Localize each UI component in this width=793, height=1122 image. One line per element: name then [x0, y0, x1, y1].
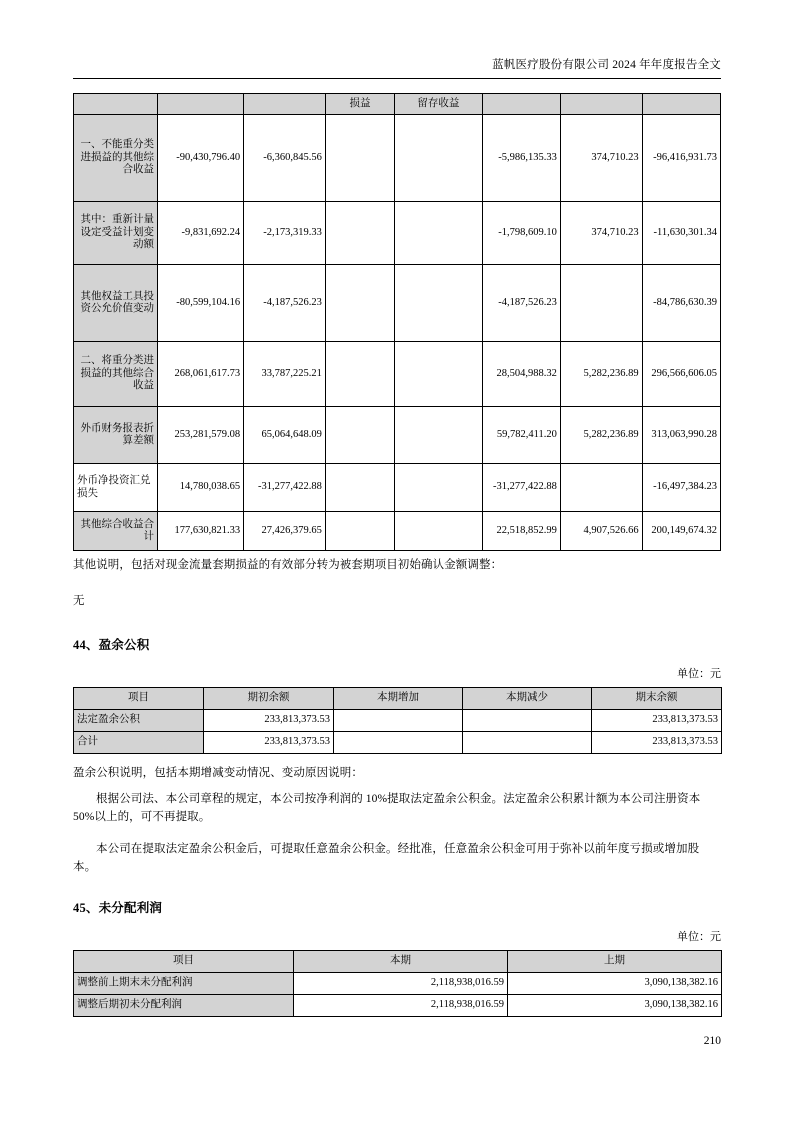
empty-cell [334, 732, 463, 754]
value-cell: 253,281,579.08 [157, 407, 243, 464]
retained-earnings-table [73, 950, 722, 1017]
section-44-unit-label: 单位：元 [677, 668, 721, 680]
value-cell: -96,416,931.73 [642, 115, 720, 202]
oci-table-container [73, 93, 721, 551]
value-cell: 233,813,373.53 [592, 732, 722, 754]
column-header-5 [482, 94, 560, 115]
table-row [74, 995, 722, 1017]
value-cell: 3,090,138,382.16 [508, 995, 722, 1017]
table-row [74, 732, 722, 754]
column-header-1: 期初余额 [204, 688, 334, 710]
table-row [74, 710, 722, 732]
value-cell: 2,118,938,016.59 [294, 973, 508, 995]
value-cell: 374,710.23 [560, 115, 642, 202]
value-cell: 59,782,411.20 [482, 407, 560, 464]
value-cell: 200,149,674.32 [642, 512, 720, 551]
value-cell: 27,426,379.65 [244, 512, 326, 551]
column-header-2: 上期 [508, 951, 722, 973]
value-cell: 4,907,526.66 [560, 512, 642, 551]
value-cell: 3,090,138,382.16 [508, 973, 722, 995]
other-explanation-value: 无 [73, 595, 85, 607]
table-row [74, 464, 721, 512]
value-cell: 268,061,617.73 [157, 342, 243, 407]
table-header-row [74, 94, 721, 115]
row-label: 法定盈余公积 [74, 710, 204, 732]
value-cell: 374,710.23 [560, 202, 642, 265]
empty-cell [560, 265, 642, 342]
column-header-6 [560, 94, 642, 115]
value-cell: -4,187,526.23 [244, 265, 326, 342]
value-cell: 233,813,373.53 [592, 710, 722, 732]
column-header-2 [244, 94, 326, 115]
empty-cell [325, 407, 394, 464]
empty-cell [560, 464, 642, 512]
surplus-reserve-table-container [73, 687, 721, 754]
empty-cell [395, 342, 482, 407]
column-header-3: 损益 [325, 94, 394, 115]
retained-earnings-table-container [73, 950, 721, 1017]
header-divider [73, 78, 721, 79]
oci-table [73, 93, 721, 551]
value-cell: -5,986,135.33 [482, 115, 560, 202]
empty-cell [395, 115, 482, 202]
empty-cell [395, 265, 482, 342]
page-number: 210 [703, 1035, 721, 1047]
empty-cell [325, 342, 394, 407]
value-cell: 313,063,990.28 [642, 407, 720, 464]
value-cell: 296,566,606.05 [642, 342, 720, 407]
empty-cell [395, 407, 482, 464]
row-label: 外币财务报表折算差额 [74, 407, 158, 464]
value-cell: 33,787,225.21 [244, 342, 326, 407]
empty-cell [325, 115, 394, 202]
value-cell: -4,187,526.23 [482, 265, 560, 342]
section-45-unit-label: 单位：元 [677, 931, 721, 943]
value-cell: -1,798,609.10 [482, 202, 560, 265]
value-cell: 2,118,938,016.59 [294, 995, 508, 1017]
empty-cell [395, 202, 482, 265]
empty-cell [325, 512, 394, 551]
value-cell: 14,780,038.65 [157, 464, 243, 512]
value-cell: -11,630,301.34 [642, 202, 720, 265]
value-cell: 65,064,648.09 [244, 407, 326, 464]
value-cell: 233,813,373.53 [204, 732, 334, 754]
column-header-0: 项目 [74, 951, 294, 973]
section-44-title: 44、盈余公积 [73, 638, 150, 652]
value-cell: 5,282,236.89 [560, 407, 642, 464]
column-header-2: 本期增加 [334, 688, 463, 710]
value-cell: -80,599,104.16 [157, 265, 243, 342]
column-header-0: 项目 [74, 688, 204, 710]
surplus-paragraph-2: 本公司在提取法定盈余公积金后，可提取任意盈余公积金。经批准，任意盈余公积金可用于弥补以前年度亏损或增加股本。 [73, 843, 700, 873]
column-header-1 [157, 94, 243, 115]
surplus-note-heading: 盈余公积说明，包括本期增减变动情况、变动原因说明： [73, 767, 363, 779]
empty-cell [395, 464, 482, 512]
value-cell: 5,282,236.89 [560, 342, 642, 407]
empty-cell [395, 512, 482, 551]
value-cell: 22,518,852.99 [482, 512, 560, 551]
value-cell: -6,360,845.56 [244, 115, 326, 202]
row-label: 其中：重新计量设定受益计划变动额 [74, 202, 158, 265]
value-cell: 233,813,373.53 [204, 710, 334, 732]
empty-cell [463, 732, 592, 754]
value-cell: 177,630,821.33 [157, 512, 243, 551]
value-cell: -31,277,422.88 [482, 464, 560, 512]
column-header-0 [74, 94, 158, 115]
section-45-title: 45、未分配利润 [73, 901, 163, 915]
value-cell: -84,786,630.39 [642, 265, 720, 342]
table-row [74, 407, 721, 464]
empty-cell [325, 464, 394, 512]
value-cell: -31,277,422.88 [244, 464, 326, 512]
row-label: 其他权益工具投资公允价值变动 [74, 265, 158, 342]
value-cell: -90,430,796.40 [157, 115, 243, 202]
row-label: 二、将重分类进损益的其他综合收益 [74, 342, 158, 407]
value-cell: -2,173,319.33 [244, 202, 326, 265]
row-label: 调整前上期末未分配利润 [74, 973, 294, 995]
row-label: 外币净投资汇兑损失 [74, 464, 158, 512]
surplus-paragraph-1: 根据公司法、本公司章程的规定，本公司按净利润的 10%提取法定盈余公积金。法定盈余公积累计额为本公司注册资本 50%以上的，可不再提取。 [73, 793, 701, 823]
other-explanation-text: 其他说明，包括对现金流量套期损益的有效部分转为被套期项目初始确认金额调整： [73, 559, 503, 571]
table-header-row [74, 951, 722, 973]
column-header-4: 留存收益 [395, 94, 482, 115]
table-row [74, 512, 721, 551]
table-row [74, 265, 721, 342]
row-label: 其他综合收益合计 [74, 512, 158, 551]
row-label: 合计 [74, 732, 204, 754]
value-cell: -16,497,384.23 [642, 464, 720, 512]
running-header: 蓝帆医疗股份有限公司 2024 年年度报告全文 [492, 59, 721, 71]
table-row [74, 115, 721, 202]
table-row [74, 202, 721, 265]
row-label: 一、不能重分类进损益的其他综合收益 [74, 115, 158, 202]
empty-cell [325, 202, 394, 265]
empty-cell [334, 710, 463, 732]
row-label: 调整后期初未分配利润 [74, 995, 294, 1017]
column-header-1: 本期 [294, 951, 508, 973]
value-cell: 28,504,988.32 [482, 342, 560, 407]
table-row [74, 973, 722, 995]
column-header-4: 期末余额 [592, 688, 722, 710]
value-cell: -9,831,692.24 [157, 202, 243, 265]
empty-cell [463, 710, 592, 732]
empty-cell [325, 265, 394, 342]
column-header-3: 本期减少 [463, 688, 592, 710]
table-row [74, 342, 721, 407]
column-header-7 [642, 94, 720, 115]
surplus-reserve-table [73, 687, 722, 754]
table-header-row [74, 688, 722, 710]
